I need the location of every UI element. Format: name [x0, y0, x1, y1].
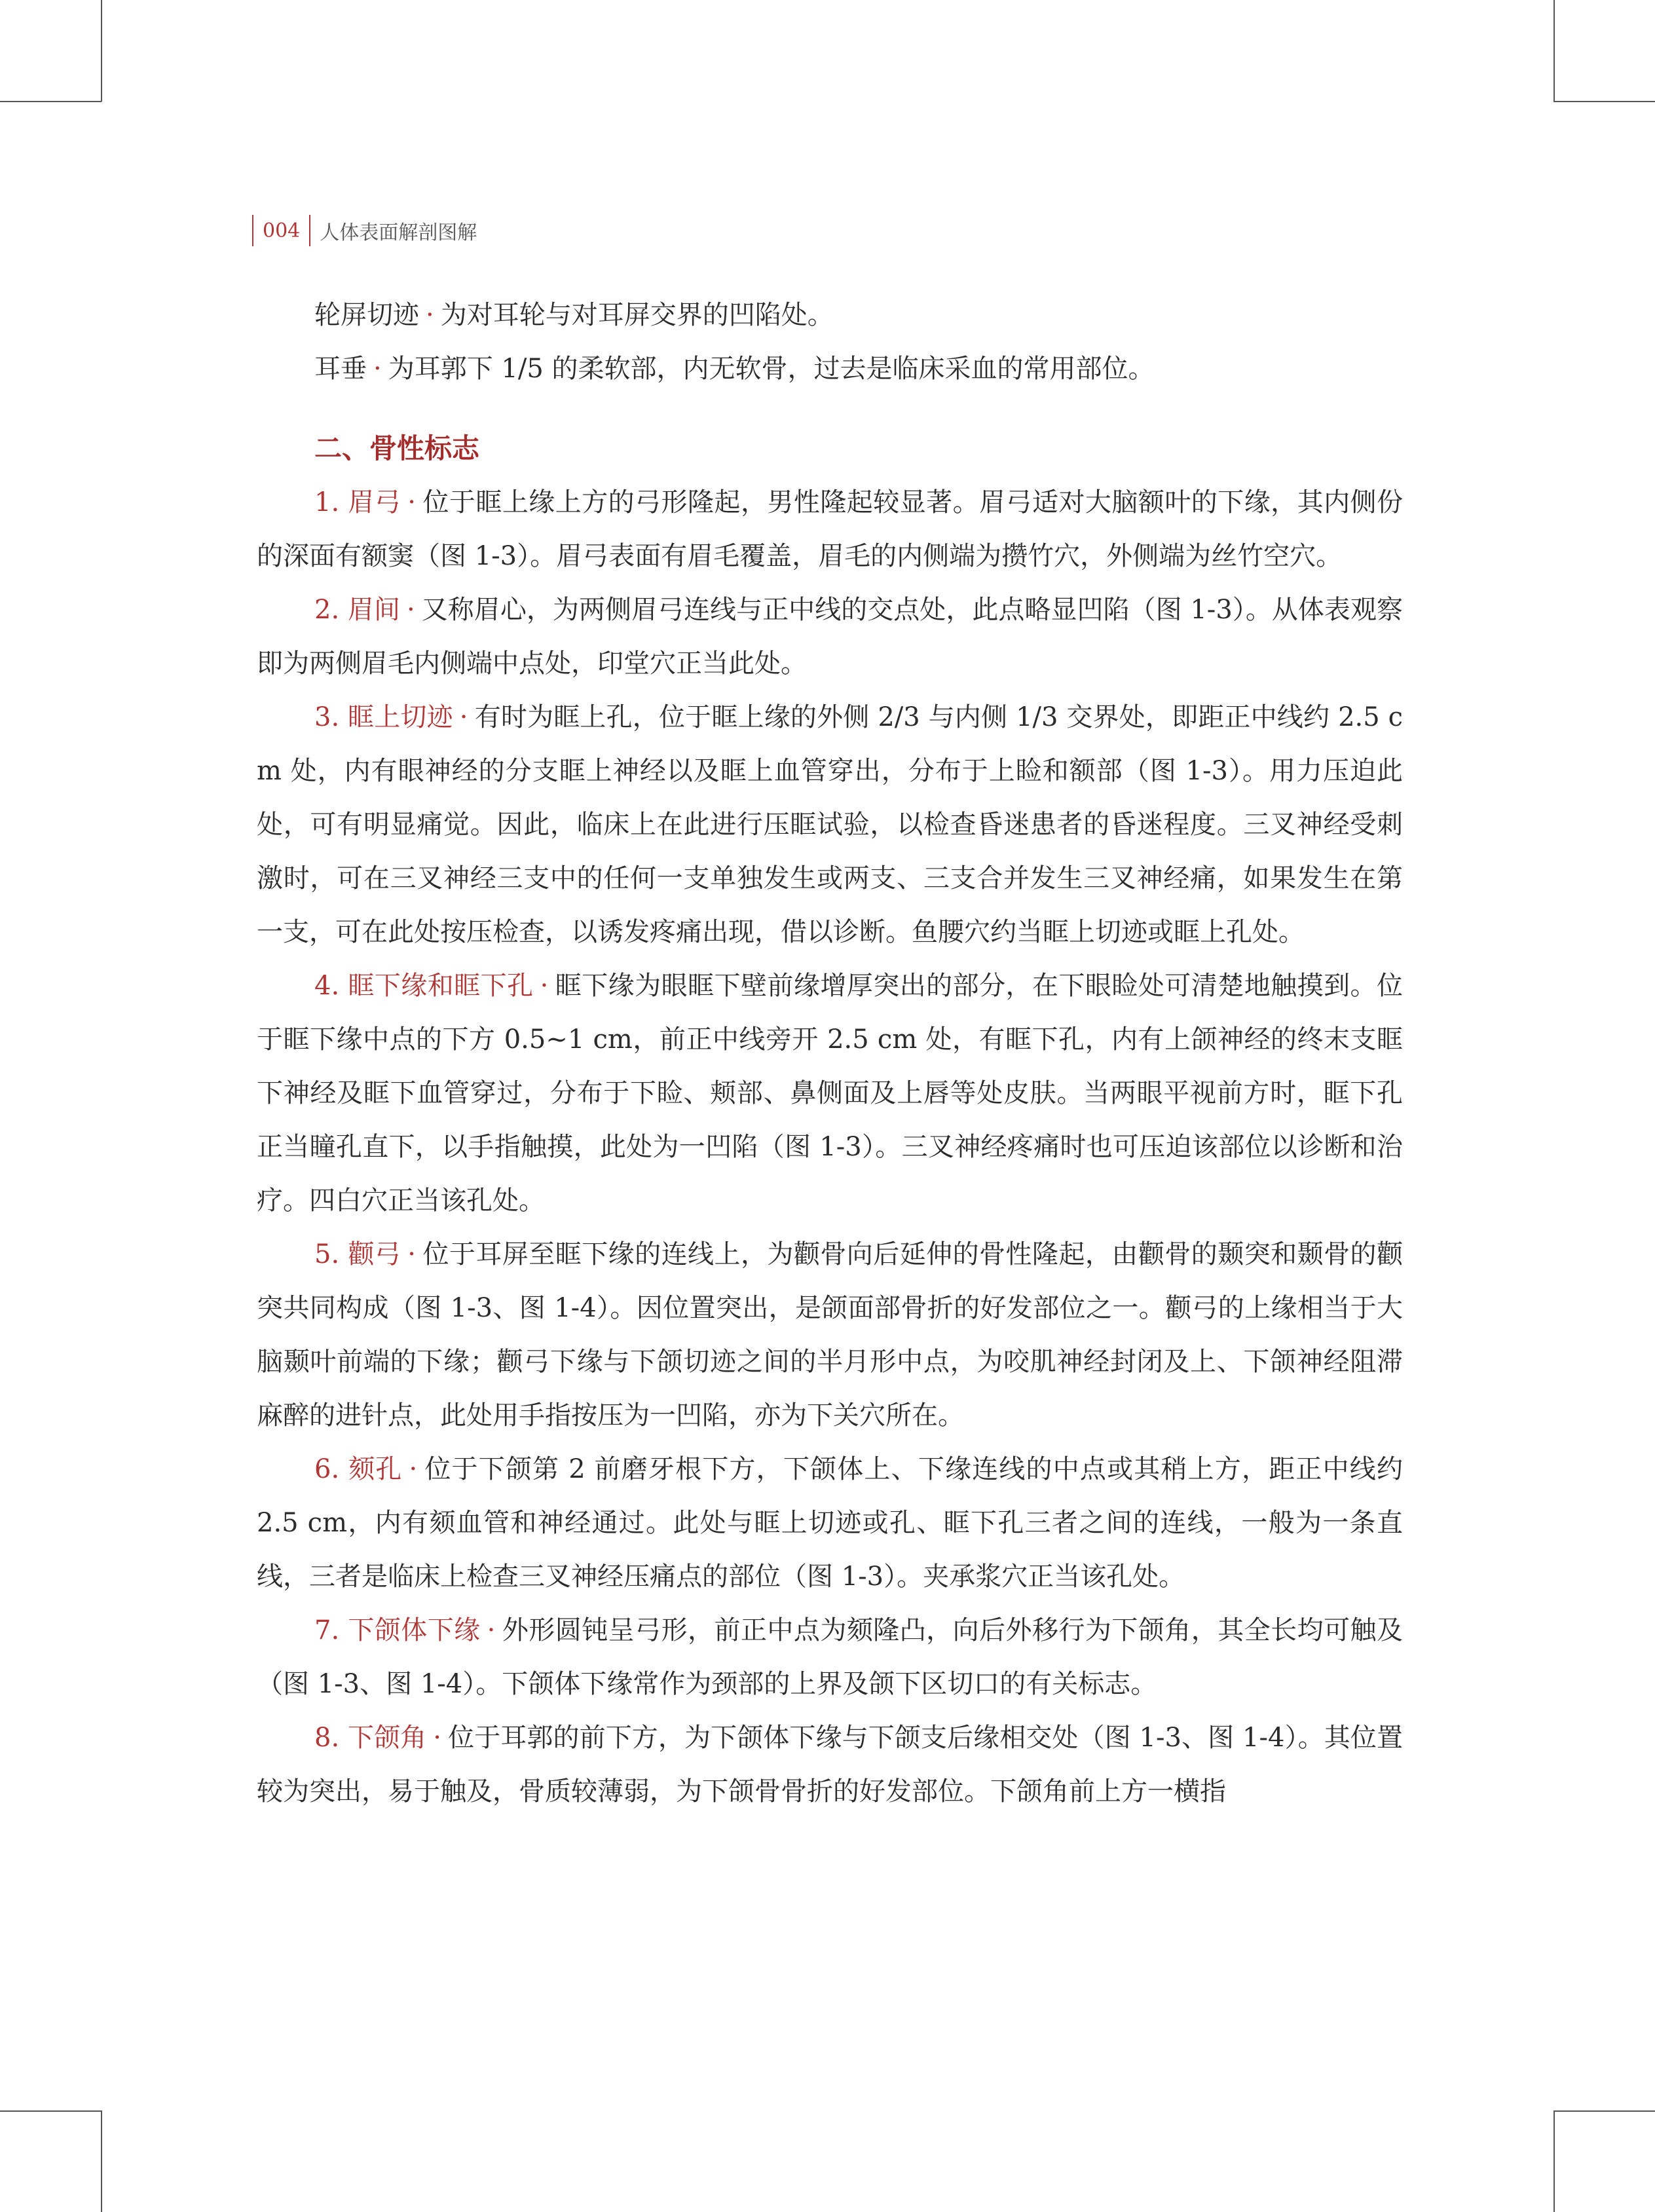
paragraph-text: 为对耳轮与对耳屏交界的凹陷处。: [440, 300, 834, 330]
term-label: 7. 下颌体下缘: [314, 1615, 481, 1645]
paragraph-text: 外形圆钝呈弓形，前正中点为颏隆凸，向后外移行为下颌角，其全长均可触及（图 1-3、图 1-4）。下颌体下缘常作为颈部的上界及颌下区切口的有关标志。: [257, 1615, 1403, 1699]
crop-mark: [1553, 0, 1555, 102]
paragraph: [257, 1711, 1403, 1818]
term-label: 1. 眉弓: [314, 487, 401, 517]
paragraph-text: 位于耳郭的前下方，为下颌体下缘与下颌支后缘相交处（图 1-3、图 1-4）。其位置较为突出，易于触及，骨质较薄弱，为下颌骨骨折的好发部位。下颌角前上方一横指: [257, 1723, 1403, 1807]
paragraph: [257, 342, 1403, 396]
page-body: [257, 288, 1403, 1818]
paragraph: [257, 1228, 1403, 1442]
paragraph: [257, 476, 1403, 583]
paragraph-text: 眶下缘为眼眶下壁前缘增厚突出的部分，在下眼睑处可清楚地触摸到。位于眶下缘中点的下方 0.5~1 cm，前正中线旁开 2.5 cm 处，有眶下孔，内有上颌神经的终末支眶下神经及眶下血管穿过，分布于下睑、颊部、鼻侧面及上唇等处皮肤。当两眼平视前方时，眶下孔正当瞳孔直下，以手指触摸，此处为一凹陷（图 1-3）。三叉神经疼痛时也可压迫该部位以诊断和治疗。四白穴正当该孔处。: [257, 971, 1403, 1216]
paragraph: [257, 1442, 1403, 1603]
paragraph: [257, 288, 1403, 342]
paragraph-text: 为耳郭下 1/5 的柔软部，内无软骨，过去是临床采血的常用部位。: [388, 354, 1155, 384]
term-separator: ·: [487, 1615, 496, 1645]
term-label: 轮屏切迹: [314, 300, 419, 330]
term-label: 4. 眶下缘和眶下孔: [314, 971, 534, 1001]
term-separator: ·: [407, 1239, 416, 1269]
term-separator: ·: [373, 354, 382, 384]
term-separator: ·: [406, 595, 415, 625]
term-separator: ·: [459, 702, 468, 732]
term-label: 5. 颧弓: [314, 1239, 401, 1269]
term-label: 8. 下颌角: [314, 1723, 427, 1753]
term-label: 3. 眶上切迹: [314, 702, 453, 732]
paragraph-text: 又称眉心，为两侧眉弓连线与正中线的交点处，此点略显凹陷（图 1-3）。从体表观察即为两侧眉毛内侧端中点处，印堂穴正当此处。: [257, 595, 1403, 679]
paragraph: [257, 583, 1403, 690]
term-separator: ·: [426, 300, 434, 330]
crop-mark: [101, 0, 102, 102]
paragraph: [257, 1603, 1403, 1711]
term-separator: ·: [407, 487, 416, 517]
crop-mark: [0, 2110, 102, 2112]
term-separator: ·: [540, 971, 549, 1001]
book-title: 人体表面解剖图解: [320, 221, 477, 244]
section-heading: 二、骨性标志: [314, 432, 480, 464]
paragraph: [257, 690, 1403, 959]
crop-mark: [1553, 2110, 1655, 2112]
term-separator: ·: [409, 1454, 418, 1484]
paragraph-text: 位于眶上缘上方的弓形隆起，男性隆起较显著。眉弓适对大脑额叶的下缘，其内侧份的深面有额窦（图 1-3）。眉弓表面有眉毛覆盖，眉毛的内侧端为攒竹穴，外侧端为丝竹空穴。: [257, 487, 1403, 571]
term-separator: ·: [433, 1723, 441, 1753]
term-label: 耳垂: [314, 354, 367, 384]
page-number: 004: [263, 219, 301, 242]
paragraph-text: 位于下颌第 2 前磨牙根下方，下颌体上、下缘连线的中点或其稍上方，距正中线约 2.5 cm，内有颏血管和神经通过。此处与眶上切迹或孔、眶下孔三者之间的连线，一般为一条直线，三者是临床上检查三叉神经压痛点的部位（图 1-3）。夹承浆穴正当该孔处。: [257, 1454, 1403, 1592]
paragraph-text: 位于耳屏至眶下缘的连线上，为颧骨向后延伸的骨性隆起，由颧骨的颞突和颞骨的颧突共同构成（图 1-3、图 1-4）。因位置突出，是颌面部骨折的好发部位之一。颧弓的上缘相当于大脑颞叶前端的下缘；颧弓下缘与下颌切迹之间的半月形中点，为咬肌神经封闭及上、下颌神经阻滞麻醉的进针点，此处用手指按压为一凹陷，亦为下关穴所在。: [257, 1239, 1403, 1431]
paragraph-text: 有时为眶上孔，位于眶上缘的外侧 2/3 与内侧 1/3 交界处，即距正中线约 2.5 cm 处，内有眼神经的分支眶上神经以及眶上血管穿出，分布于上睑和额部（图 1-3）。用力压迫此处，可有明显痛觉。因此，临床上在此进行压眶试验，以检查昏迷患者的昏迷程度。三叉神经受刺激时，可在三叉神经三支中的任何一支单独发生或两支、三支合并发生三叉神经痛，如果发生在第一支，可在此处按压检查，以诱发疼痛出现，借以诊断。鱼腰穴约当眶上切迹或眶上孔处。: [257, 702, 1403, 947]
crop-mark: [1553, 2110, 1555, 2212]
crop-mark: [0, 101, 102, 102]
paragraph: [257, 959, 1403, 1228]
running-header: [252, 211, 477, 250]
term-label: 6. 颏孔: [314, 1454, 403, 1484]
term-label: 2. 眉间: [314, 595, 400, 625]
crop-mark: [101, 2110, 102, 2212]
crop-mark: [1553, 101, 1655, 102]
